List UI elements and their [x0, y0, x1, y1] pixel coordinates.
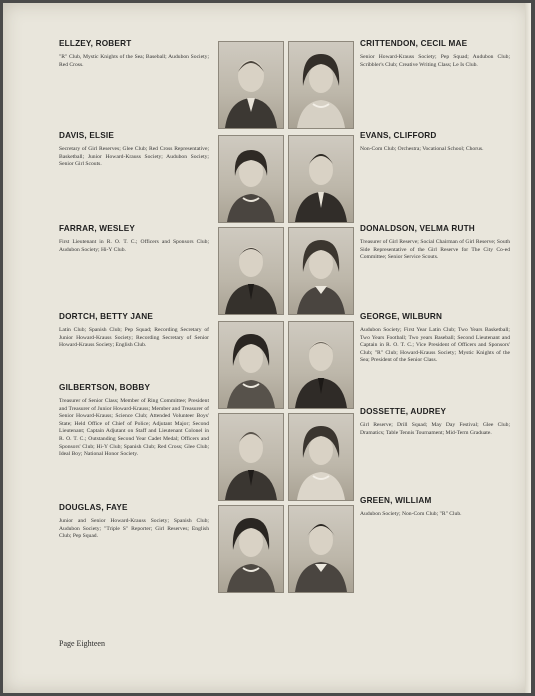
portrait-photo	[288, 135, 354, 223]
student-activities: Audubon Society; First Year Latin Club; Two Years Basketball; Two Years Football; Two years Baseball; Second Lieutenant and Captain in R. O. T. C.; Vice President of Officers and Sponsors' Club; "R" Club; Howard-Krauss Society; Mystic Knights of the Sea; President of the Senior Class.	[360, 327, 510, 364]
student-name: DORTCH, BETTY JANE	[59, 312, 153, 321]
student-activities: Audubon Society; Non-Com Club; "R" Club.	[360, 511, 462, 517]
student-name: DOSSETTE, AUDREY	[360, 407, 447, 416]
student-activities: Latin Club; Spanish Club; Pep Squad; Recording Secretary of Junior Howard-Krauss Society; Recording Secretary of Senior Howard-Krauss Society; English Club.	[59, 327, 209, 349]
entry-donaldson-velma-ruth	[360, 224, 510, 262]
entry-evans-clifford	[360, 131, 510, 154]
student-activities: Senior Howard-Krauss Society; Pep Squad; Audubon Club; Scribbler's Club; Creative Writing Class; Le Is Club.	[360, 54, 510, 68]
entry-dossette-audrey	[360, 407, 510, 437]
entry-ellzey-robert	[59, 39, 209, 69]
entry-green-william	[360, 496, 510, 519]
student-name: ELLZEY, ROBERT	[59, 39, 132, 48]
portrait-photo	[218, 135, 284, 223]
student-name: DOUGLAS, FAYE	[59, 503, 128, 512]
student-name: EVANS, CLIFFORD	[360, 131, 437, 140]
entry-crittendon-cecil-mae	[360, 39, 510, 69]
portrait-photo	[218, 321, 284, 409]
student-activities: "R" Club, Mystic Knights of the Sea; Baseball; Audubon Society; Red Cross.	[59, 54, 209, 68]
page-edge	[525, 3, 531, 693]
student-activities: Secretary of Girl Reserves; Glee Club; Red Cross Representative; Basketball; Junior Howard-Krauss Society; Audubon Society; Senior Girl Scouts.	[59, 146, 209, 168]
student-activities: Junior and Senior Howard-Krauss Society; Spanish Club; Audubon Society; "Triple S" Reporter; Girl Reserves; English Club; Pep Squad.	[59, 518, 209, 540]
portrait-photo	[288, 227, 354, 315]
portrait-photo	[288, 505, 354, 593]
student-name: CRITTENDON, CECIL MAE	[360, 39, 468, 48]
student-name: DONALDSON, VELMA RUTH	[360, 224, 475, 233]
entry-dortch-betty-jane	[59, 312, 209, 350]
portrait-photo	[218, 505, 284, 593]
student-name: GREEN, WILLIAM	[360, 496, 432, 505]
student-name: FARRAR, WESLEY	[59, 224, 136, 233]
portrait-photo	[288, 413, 354, 501]
student-activities: Girl Reserve; Drill Squad; May Day Festival; Glee Club; Dramatics; Table Tennis Tournament; Mid-Term Graduate.	[360, 422, 510, 436]
student-activities: Treasurer of Girl Reserve; Social Chairman of Girl Reserve; South Side Representative of the Girl Reserve for The City Co-ed Committee; Senior Service Scouts.	[360, 239, 510, 261]
entry-davis-elsie	[59, 131, 209, 169]
entry-douglas-faye	[59, 503, 209, 541]
student-name: DAVIS, ELSIE	[59, 131, 115, 140]
student-activities: Non-Com Club; Orchestra; Vocational School; Chorus.	[360, 146, 484, 152]
portrait-photo	[288, 41, 354, 129]
student-name: GEORGE, WILBURN	[360, 312, 443, 321]
entry-gilbertson-bobby	[59, 383, 209, 459]
student-activities: Treasurer of Senior Class; Member of Ring Committee; President and Treasurer of Junior Howard-Krauss; Member and Treasurer of Senior Howard-Krauss; Science Club; Attended Volunteer Boys' State; Held Office of Chief of Police; Adjutant Major; Second Lieutenant; Captain Adjutant on Staff and Lieutenant Colonel in R. O. T. C.; Outstanding Second Year Cadet Medal; Officers and Sponsors' Club; Hi-Y Club; Spanish Club; Red Cross; Glee Club; Ideal Boy; National Honor Society.	[59, 398, 209, 458]
portrait-photo	[218, 41, 284, 129]
portrait-photo	[218, 227, 284, 315]
entry-farrar-wesley	[59, 224, 209, 254]
student-name: GILBERTSON, BOBBY	[59, 383, 151, 392]
entry-george-wilburn	[360, 312, 510, 365]
page-number: Page Eighteen	[59, 639, 105, 648]
yearbook-page	[3, 3, 531, 693]
portrait-photo	[288, 321, 354, 409]
student-activities: First Lieutenant in R. O. T. C.; Officers and Sponsors Club; Audubon Society; Hi-Y Club.	[59, 239, 209, 253]
portrait-photo	[218, 413, 284, 501]
